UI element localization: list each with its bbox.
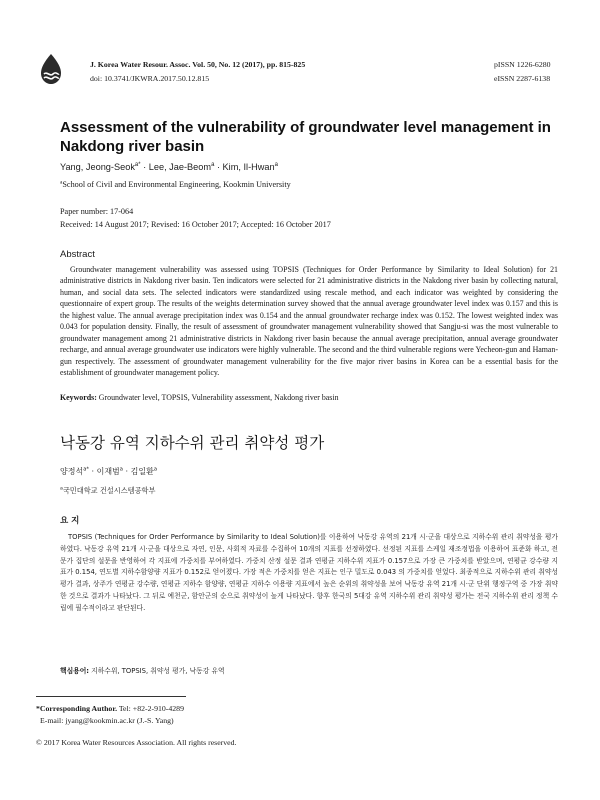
paper-title-ko: 낙동강 유역 지하수위 관리 취약성 평가 [60,434,325,452]
paper-info [60,205,331,231]
affiliation-en-sup: a [60,179,63,186]
corresponding-author [36,703,184,726]
keywords-en-text: Groundwater level, TOPSIS, Vulnerability assessment, Nakdong river basin [96,393,339,402]
affiliation-ko-sup: a [60,486,63,492]
yoji-heading: 요 지 [60,516,80,526]
corresponding-label: *Corresponding Author. [36,704,118,713]
yoji-body: TOPSIS (Techniques for Order Performance by Similarity to Ideal Solution)를 이용하여 낙동강 유역의 21개 시·군을 대상으로 지하수위 관리 취약성을 평가하였다. 낙동강 유역 21개 시·군을 대상으로 자연, 인문, 사회적 자료를 수집하여 10개의 지표를 선정하였다. 선정된 지표를 스케일 재조정법을 이용하여 표준화 하고, 전문가 집단의 설문을 반영하여 각 지표에 가중치를 부여하였다. 가중치 산정 설문 결과 연평균 지하수위 지표가 0.157으로 가장 큰 가중치를 받았으며, 연평균 강수량 지표가 0.154, 연도별 지하수함양량 지표가 0.152로 얻어졌다. 가장 적은 가중치를 얻은 지표는 인구 밀도로 0.043 의 가중치를 얻었다. 최종적으로 지하수위 관리 취약성 평가 결과, 상주가 연평균 강수량, 연평균 지하수 함양량, 연평균 지하수 이용량 지표에서 높은 순위의 취약성을 보여 낙동강 유역 21개 시·군 단위 행정구역 중 가장 취약한 것으로 결과가 나타났다. 그 뒤로 예천군, 함안군의 순으로 취약성이 높게 나타났다. 향후 한국의 5대강 유역 지하수위 관리 취약성 평가는 전국 지하수위 관리 정책 수립에 필수적이라고 판단된다. [60,533,558,612]
authors-en [60,162,278,172]
pissn: pISSN 1226-6280 [494,60,551,69]
author-1-sup: a* [134,161,141,168]
keywords-en [60,393,339,402]
author-2-sup: a [211,161,215,168]
author-3-ko-sup: a [153,466,157,473]
author-2-en: · Lee, Jae-Beom [140,162,212,172]
author-3-sup: a [274,161,278,168]
author-1-ko: 양정석 [60,467,84,476]
copyright: © 2017 Korea Water Resources Association. All rights reserved. [36,738,237,747]
eissn: eISSN 2287-6138 [494,74,551,83]
corresponding-tel: Tel: +82-2-910-4289 [117,704,184,713]
abstract-heading: Abstract [60,249,95,260]
author-2-ko-sup: a [119,466,123,473]
paper-number: Paper number: 17-064 [60,207,134,216]
keywords-en-label: Keywords: [60,393,97,402]
journal-logo-icon [36,52,66,86]
journal-citation: J. Korea Water Resour. Assoc. Vol. 50, No. 12 (2017), pp. 815-825 [90,60,306,69]
affiliation-en-text: School of Civil and Environmental Engineering, Kookmin University [62,180,291,189]
journal-header [36,52,564,92]
author-3-ko: · 김일환 [122,467,154,476]
keywords-ko [60,665,225,675]
author-2-ko: · 이재범 [88,467,120,476]
footnote-divider [36,696,186,697]
author-1-en: Yang, Jeong-Seok [60,162,135,172]
abstract-body: Groundwater management vulnerability was assessed using TOPSIS (Techniques for Order Performance by Similarity to Ideal Solution) for 21 administrative districts in Nakdong river basin. Ten indicators were selected for 21 administrative districts in the Nakdong river basin by collecting natural, human, and social data sets. The selected indicators were standardized using rescale method, and each indicator was weighted by considering the questionnaire of expert group. The results of the weights determination survey showed that the annual average groundwater level index was 0.157 and this is the highest value. The annual average precipitation index was 0.154 and the annual groundwater recharge index was 0.152. The lowest weighted index was 0.043 for population density. Finally, the result of assessment of groundwater management vulnerability showed that Sangju-si was the most vulnerable to groundwater management among 21 administrative districts in Nakdong river basin because the annual average precipitation, annual average groundwater recharge, and annual average groundwater use indicators were highly vulnerable. The second and the third vulnerable regions were Yecheon-gun and Haman-gun respectively. The assessment of groundwater management vulnerability for the five major river basins in Korea can be a essential basis for the establishment of groundwater management policy. [60,265,558,378]
paper-title-en: Assessment of the vulnerability of groundwater level management in Nakdong river basin [60,119,551,155]
affiliation-ko [60,486,155,496]
paper-dates: Received: 14 August 2017; Revised: 16 October 2017; Accepted: 16 October 2017 [60,220,331,229]
corresponding-email[interactable]: E-mail: jyang@kookmin.ac.kr (J.-S. Yang) [40,715,174,725]
doi[interactable]: doi: 10.3741/JKWRA.2017.50.12.815 [90,74,210,83]
author-3-en: · Kim, Il-Hwan [214,162,275,172]
author-1-ko-sup: a* [83,466,89,473]
authors-ko [60,466,157,477]
keywords-ko-text: 지하수위, TOPSIS, 취약성 평가, 낙동강 유역 [88,667,225,675]
affiliation-en [60,180,291,189]
affiliation-ko-text: 국민대학교 건설시스템공학부 [62,486,156,495]
keywords-ko-label: 핵심용어: [60,667,89,675]
